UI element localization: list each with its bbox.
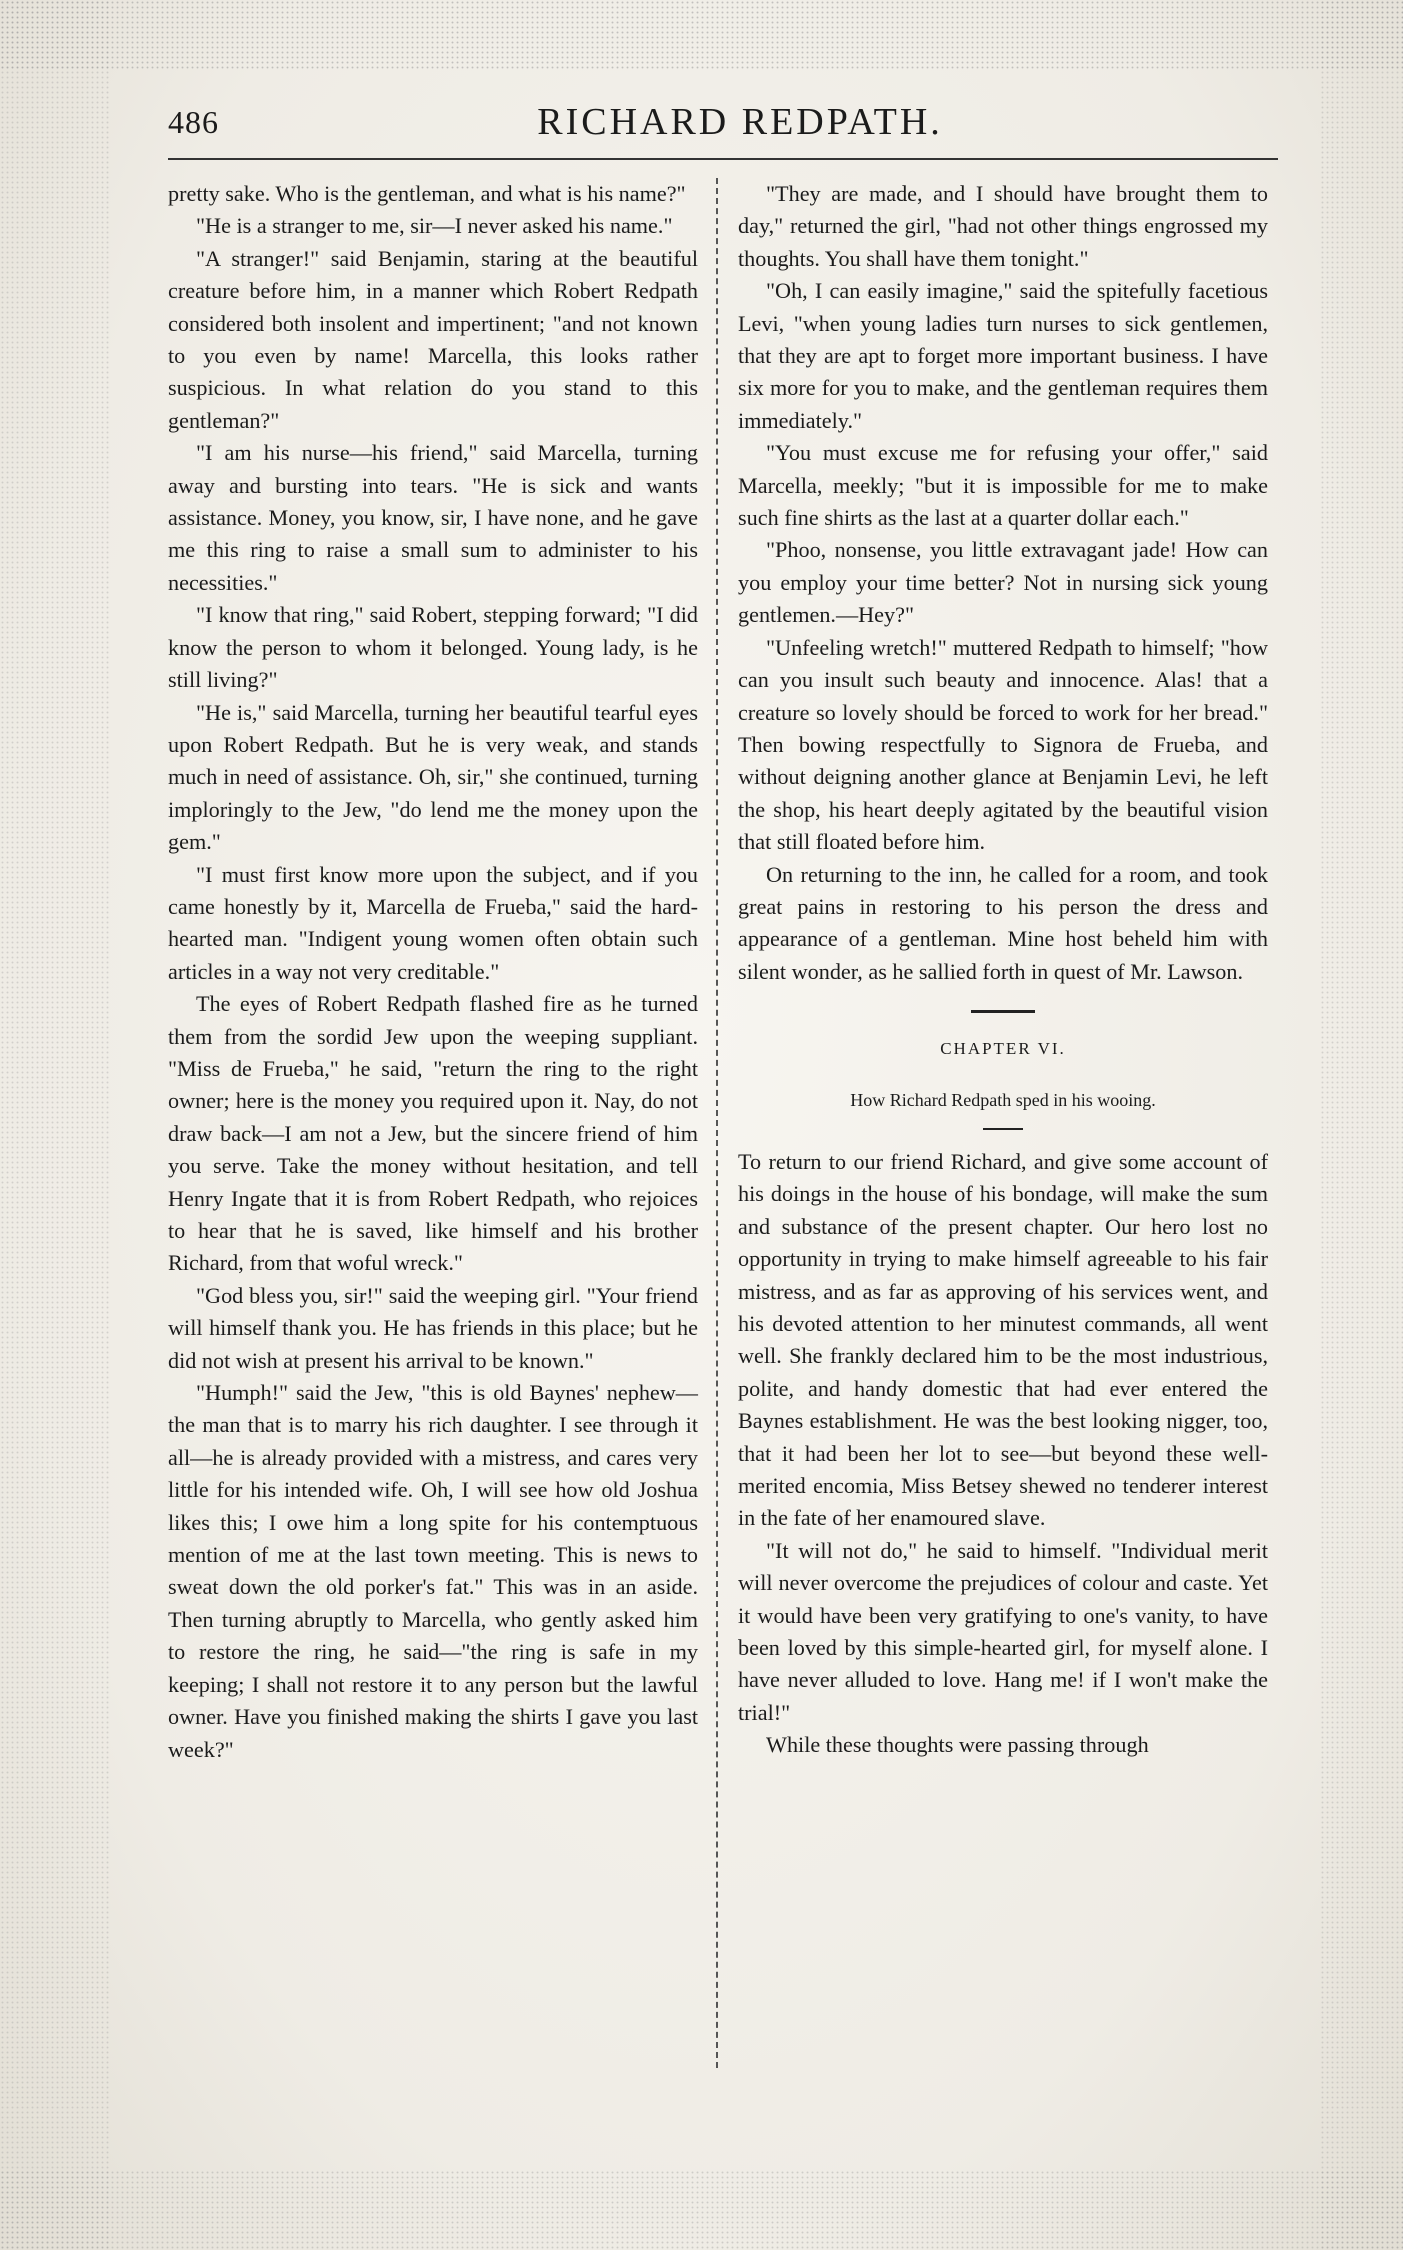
paragraph: "They are made, and I should have brought them to day," returned the girl, "had not other things engrossed my thoughts. You shall have them tonight." [738, 181, 1268, 271]
paragraph: "You must excuse me for refusing your offer," said Marcella, meekly; "but it is impossible for me to make such fine shirts as the last at a quarter dollar each." [738, 440, 1268, 531]
paragraph: The eyes of Robert Redpath flashed fire as he turned them from the sordid Jew upon the weeping suppliant. "Miss de Frueba," he said, "return the ring to the right owner; here is the money you required upon it. Nay, do not draw back—I am not a Jew, but the sincere friend of him you serve. Take the money without hesitation, and tell Henry Ingate that it is from Robert Redpath, who rejoices to hear that he is saved, like himself and his brother Richard, from that woful wreck." [168, 991, 698, 1276]
paragraph: "Phoo, nonsense, you little extravagant jade! How can you employ your time better? Not in nursing sick young gentlemen.—Hey?" [738, 537, 1268, 628]
scan-noise-right [1320, 0, 1403, 2250]
left-column [168, 178, 698, 1766]
paragraph: "A stranger!" said Benjamin, staring at the beautiful creature before him, in a manner which Robert Redpath considered both insolent and impertinent; "and not known to you even by name! Marcella, this looks rather suspicious. In what relation do you stand to this gentleman?" [168, 245, 698, 433]
column-divider [716, 178, 718, 2068]
paragraph: "God bless you, sir!" said the weeping girl. "Your friend will himself thank you. He has friends in this place; but he did not wish at present his arrival to be known." [168, 1282, 698, 1373]
chapter-rule [971, 1010, 1035, 1013]
paragraph: "Unfeeling wretch!" muttered Redpath to himself; "how can you insult such beauty and innocence. Alas! that a creature so lovely should be forced to work for her bread." Then bowing respectfully to Signora de Frueba, and without deigning another glance at Benjamin Levi, he left the shop, his heart deeply agitated by the beautiful vision that still floated before him. [738, 634, 1268, 855]
paragraph: While these thoughts were passing through [766, 1732, 1149, 1758]
page-number: 486 [168, 104, 219, 140]
paragraph: "Humph!" said the Jew, "this is old Baynes' nephew—the man that is to marry his rich daughter. I see through it all—he is already provided with a mistress, and cares very little for his intended wife. Oh, I will see how old Joshua likes this; I owe him a long spite for his contemptuous mention of me at the last town meeting. This is news to sweat down the old porker's fat." This was in an aside. Then turning abruptly to Marcella, who gently asked him to restore the ring, he said—"the ring is safe in my keeping; I shall not restore it to any person but the lawful owner. Have you finished making the shirts I gave you last week?" [168, 1380, 698, 1762]
paragraph: "He is a stranger to me, sir—I never asked his name." [196, 213, 673, 239]
scan-noise-top [0, 0, 1403, 70]
paragraph: "It will not do," he said to himself. "Individual merit will never overcome the prejudices of colour and caste. Yet it would have been very gratifying to one's vanity, to have been loved by this simple-hearted girl, for myself alone. I have never alluded to love. Hang me! if I won't make the trial!" [738, 1537, 1268, 1725]
paragraph: "I am his nurse—his friend," said Marcella, turning away and bursting into tears. "He is sick and wants assistance. Money, you know, sir, I have none, and he gave me this ring to raise a small sum to administer to his necessities." [168, 440, 698, 595]
running-title: RICHARD REDPATH. [537, 101, 943, 143]
paragraph: "He is," said Marcella, turning her beautiful tearful eyes upon Robert Redpath. But he is very weak, and stands much in need of assistance. Oh, sir," she continued, turning imploringly to the Jew, "do lend me the money upon the gem." [168, 699, 698, 855]
chapter-subtitle: How Richard Redpath sped in his wooing. [850, 1089, 1156, 1110]
scan-noise-bottom [0, 2170, 1403, 2250]
paragraph: "Oh, I can easily imagine," said the spitefully facetious Levi, "when young ladies turn nurses to sick gentlemen, that they are apt to forget more important business. I have six more for you to make, and the gentleman requires them immediately." [738, 278, 1268, 433]
header-rule [168, 158, 1278, 160]
right-column [738, 178, 1268, 1762]
paragraph: On returning to the inn, he called for a room, and took great pains in restoring to his person the dress and appearance of a gentleman. Mine host beheld him with silent wonder, as he sallied forth in quest of Mr. Lawson. [738, 861, 1268, 984]
chapter-heading: CHAPTER VI. [940, 1039, 1066, 1059]
scan-noise-left [0, 0, 110, 2250]
paragraph: "I know that ring," said Robert, stepping forward; "I did know the person to whom it belonged. Young lady, is he still living?" [168, 602, 698, 693]
subtitle-rule [983, 1128, 1023, 1130]
paragraph: To return to our friend Richard, and give some account of his doings in the house of his bondage, will make the sum and substance of the present chapter. Our hero lost no opportunity in trying to make himself agreeable to his fair mistress, and as far as approving of his services went, and his devoted attention to her minutest commands, all went well. She frankly declared him to be the most industrious, polite, and handy domestic that had ever entered the Baynes establishment. He was the best looking nigger, too, that it had been her lot to see—but beyond these well-merited encomia, Miss Betsey shewed no tenderer interest in the fate of her enamoured slave. [738, 1148, 1268, 1531]
paragraph: pretty sake. Who is the gentleman, and what is his name?" [168, 181, 686, 206]
paragraph: "I must first know more upon the subject, and if you came honestly by it, Marcella de Frueba," said the hard-hearted man. "Indigent young women often obtain such articles in a way not very creditable." [168, 861, 698, 984]
